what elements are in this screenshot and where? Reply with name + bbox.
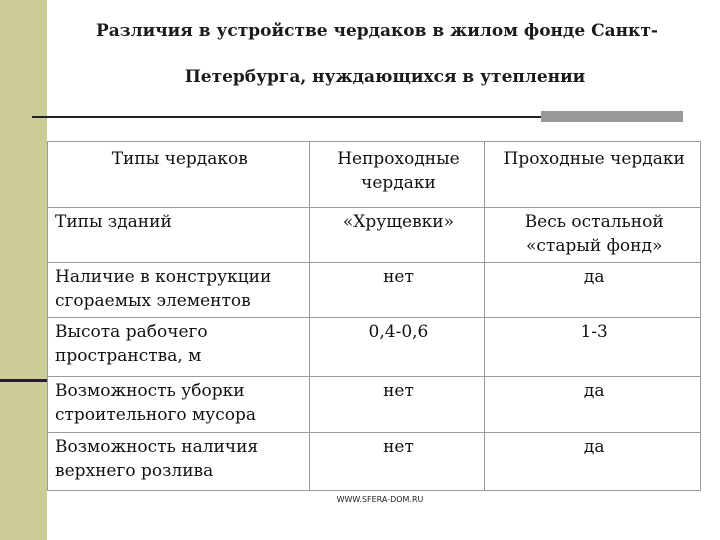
cell-non-walkable: 0,4-0,6 [309, 318, 485, 377]
left-decorative-band [0, 0, 47, 540]
page-title-line-1: Различия в устройстве чердаков в жилом фонде Санкт- [96, 21, 658, 41]
cell-non-walkable: нет [309, 433, 485, 491]
row-label: Типы зданий [48, 208, 310, 263]
cell-walkable: да [485, 433, 701, 491]
row-label: Возможность наличия верхнего розлива [48, 433, 310, 491]
table-row [48, 433, 701, 491]
left-accent-bar [0, 379, 47, 382]
attic-comparison-table [47, 141, 701, 491]
cell-non-walkable: «Хрущевки» [309, 208, 485, 263]
table-row [48, 377, 701, 433]
cell-non-walkable: нет [309, 263, 485, 318]
header-non-walkable: Непроходные чердаки [309, 142, 485, 208]
cell-walkable: 1-3 [485, 318, 701, 377]
table-row [48, 318, 701, 377]
cell-walkable: да [485, 377, 701, 433]
row-label: Наличие в конструкции сгораемых элементов [48, 263, 310, 318]
table-row [48, 263, 701, 318]
table-row [48, 208, 701, 263]
page-title [60, 8, 710, 100]
page-title-line-2: Петербурга, нуждающихся в утеплении [184, 67, 586, 87]
cell-walkable: Весь остальной «старый фонд» [485, 208, 701, 263]
row-label: Возможность уборки строительного мусора [48, 377, 310, 433]
footer-url: WWW.SFERA-DOM.RU [336, 495, 424, 504]
cell-walkable: да [485, 263, 701, 318]
header-attic-types: Типы чердаков [48, 142, 310, 208]
table-header-row [48, 142, 701, 208]
title-divider-accent [541, 111, 683, 122]
header-walkable: Проходные чердаки [485, 142, 701, 208]
row-label: Высота рабочего пространства, м [48, 318, 310, 377]
cell-non-walkable: нет [309, 377, 485, 433]
